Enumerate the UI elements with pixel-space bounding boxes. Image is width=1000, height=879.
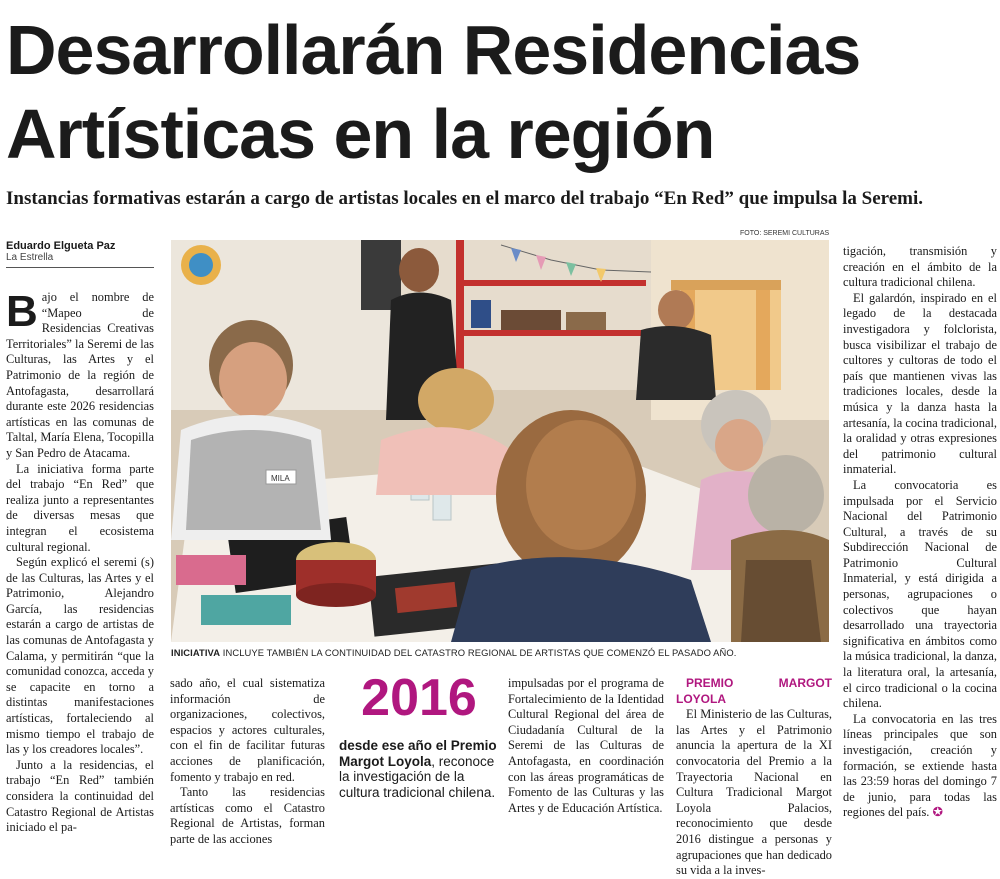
column-2 bbox=[170, 676, 325, 867]
callout-rest: , reconoce la investigación de la cultura tradicional chilena. bbox=[339, 753, 496, 800]
col1-paragraph-2: La iniciativa forma parte del trabajo “En Red” que realiza junto a representantes de diversas mesas que integran el ecosistema cultural regional. bbox=[6, 461, 154, 554]
col6-paragraph-1: tigación, transmisión y creación en el ámbito de la cultura tradicional chilena. bbox=[843, 244, 997, 290]
subtitle: Instancias formativas estarán a cargo de artistas locales en el marco del trabajo “En Red” que impulsa la Seremi. bbox=[6, 188, 924, 209]
caption-text: INCLUYE TAMBIÉN LA CONTINUIDAD DEL CATASTRO REGIONAL DE ARTISTAS QUE COMENZÓ EL PASADO AÑO. bbox=[220, 647, 737, 658]
callout-bold: desde ese año el Premio Margot Loyola bbox=[339, 738, 497, 769]
headline: Desarrollarán Residencias Artísticas en la región bbox=[6, 11, 861, 173]
byline-author: Eduardo Elgueta Paz bbox=[6, 240, 116, 252]
name-tag-text: MILA bbox=[271, 474, 290, 483]
end-mark-icon: ✪ bbox=[932, 805, 943, 820]
col1-paragraph-4: Junto a la residencias, el trabajo “En Red” también considera la continuidad del Catastro Regional de Artistas iniciado el pa- bbox=[6, 757, 154, 835]
caption-lead: INICIATIVA bbox=[171, 647, 221, 658]
col6-paragraph-4: La convocatoria en las tres líneas principales que son investigación, creación y formación, se extiende hasta las 23:59 horas del domingo 7 de junio, para todas las regiones del país. bbox=[843, 711, 997, 820]
workshop-photo-illustration bbox=[171, 240, 829, 642]
col1-paragraph-3: Según explicó el seremi (s) de las Culturas, las Artes y el Patrimonio, Alejandro García, las residencias estarán a cargo de artistas de las comunas de Antofagasta y Calama, y permitirán “que la comunidad conozca, acceda y se capacite en torno a distintas manifestaciones artísticas, fortaleciendo al mismo tiempo el trabajo de las y los creadores locales”. bbox=[6, 555, 154, 757]
column-1 bbox=[6, 287, 154, 867]
col2-paragraph-1: sado año, el cual sistematiza información de organizaciones, colectivos, espacios y actores culturales, con el fin de facilitar futuras acciones de planificación, fomento y trabajo en red. bbox=[170, 676, 325, 784]
callout-number: 2016 bbox=[361, 669, 477, 727]
article-photo bbox=[171, 240, 829, 642]
column-4 bbox=[508, 676, 664, 867]
col5-paragraph-1: El Ministerio de las Culturas, las Artes y el Patrimonio anuncia la apertura de la XI convocatoria del Premio a la Trayectoria Nacional en Cultura Tradicional Margot Loyola Palacios, reconocimiento que desde 2016 distingue a personas y agrupaciones que han dedicado su vida a la inves- bbox=[676, 707, 832, 878]
column-5 bbox=[676, 676, 832, 878]
col4-paragraph-1: impulsadas por el programa de Fortalecimiento de la Identidad Cultural Regional del área de Ciudadanía Cultural de la Seremi de las Culturas de Antofagasta, en coordinación con las áreas programáticas de Fomento de las Culturas y las Artes y de Educación Artística. bbox=[508, 676, 664, 815]
col6-paragraph-3: La convocatoria es impulsada por el Servicio Nacional del Patrimonio Cultural, a través de su Subdirección Nacional de Patrimonio Cultural Inmaterial, y está dirigida a personas, agrupaciones o colectivos que hayan desarrollado una trayectoria significativa en ámbitos como la música tradicional, la danza, la literatura oral, la artesanía, el circo tradicional o la cocina chilena. bbox=[843, 477, 997, 711]
col2-paragraph-2: Tanto las residencias artísticas como el Catastro Regional de Artistas, forman parte de las acciones bbox=[170, 785, 325, 846]
callout-box bbox=[339, 668, 499, 867]
column-6 bbox=[843, 244, 997, 867]
photo-caption bbox=[171, 647, 831, 658]
drop-cap: B bbox=[6, 287, 38, 336]
callout-text bbox=[339, 738, 499, 800]
section-subhead: PREMIO MARGOT LOYOLA bbox=[676, 676, 832, 706]
col6-paragraph-2: El galardón, inspirado en el legado de la destacada investigadora y folclorista, busca visibilizar el trabajo de cultores y cultoras de todo el país que mantienen vivas las tradiciones locales, desde la música y la danza hasta la artesanía, la cocina tradicional, la oralidad y otras expresiones del patrimonio cultural inmaterial. bbox=[843, 290, 997, 477]
col1-paragraph-1: ajo el nombre de “Mapeo de Residencias Creativas Territoriales” la Seremi de las Culturas, las Artes y el Patrimonio de la región de Antofagasta, desarrollará durante este 2026 residencias artísticas en las comunas de Taltal, María Elena, Tocopilla y San Pedro de Atacama. bbox=[6, 290, 154, 460]
byline bbox=[6, 240, 154, 268]
photo-credit: FOTO: SEREMI CULTURAS bbox=[740, 230, 830, 237]
byline-outlet: La Estrella bbox=[6, 252, 54, 263]
